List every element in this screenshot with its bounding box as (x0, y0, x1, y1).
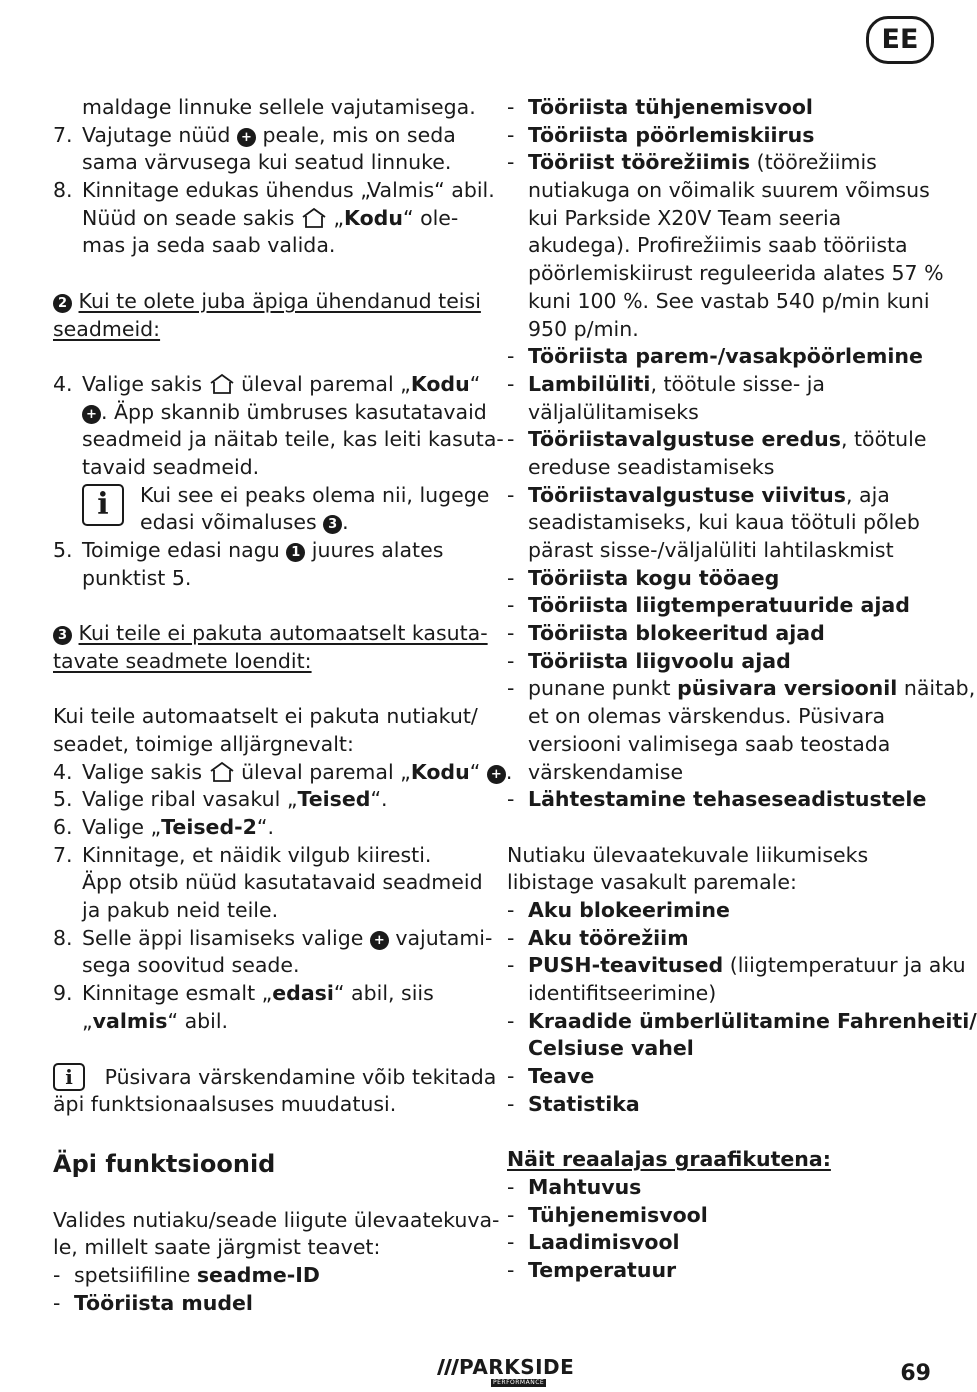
plus-icon: + (82, 405, 101, 424)
text-line (53, 731, 483, 759)
text-line (53, 703, 483, 731)
bullet: - (507, 427, 515, 452)
text: Vajutage nüüd (82, 122, 237, 147)
text: . (342, 510, 349, 535)
text-line (507, 232, 937, 260)
kodu-label: Kodu (410, 371, 470, 396)
info-icon: i (82, 484, 124, 526)
text: “. (256, 814, 275, 839)
list-item (53, 842, 483, 870)
list-item (53, 122, 483, 150)
bold-text: Teised-2 (161, 814, 257, 839)
section-heading-3 (53, 620, 488, 648)
bold-text: Tööriista pöörlemiskiirus (528, 122, 815, 147)
bullet: - (507, 565, 515, 590)
bold-text: Tühjenemisvool (528, 1202, 708, 1227)
item-number: 7. (53, 842, 73, 867)
text-line (507, 869, 937, 897)
text: edasi võimaluses (140, 510, 324, 535)
bold-text: Statistika (528, 1091, 640, 1116)
text: seadmeid: (53, 316, 161, 341)
list-item (53, 925, 493, 953)
bold-text: püsivara versioonil (677, 676, 898, 701)
text: Nutiaku ülevaatekuvale liikumiseks (507, 842, 869, 867)
text: sega soovitud seade. (82, 953, 300, 978)
plus-icon: + (487, 765, 506, 784)
bullet-item (507, 1008, 977, 1036)
text-line (53, 316, 483, 344)
bullet: - (53, 1262, 61, 1287)
bold-text: Tööriista mudel (74, 1290, 253, 1315)
list-item (53, 814, 483, 842)
bullet-item (507, 592, 937, 620)
text: „ (82, 1008, 93, 1033)
bullet: - (507, 1091, 515, 1116)
item-number: 5. (53, 538, 73, 562)
bold-text: Laadimisvool (528, 1230, 680, 1255)
bullet-item (507, 925, 937, 953)
text: Valige ribal vasakul „ (82, 787, 298, 812)
text-line (507, 205, 937, 233)
text-line (53, 1207, 500, 1235)
list-item (53, 759, 513, 787)
bullet-item (53, 1290, 483, 1318)
info-note (53, 1063, 497, 1091)
item-number: 8. (53, 178, 73, 203)
bullet: - (507, 482, 515, 507)
text: Nüüd on seade sakis (82, 205, 301, 230)
text-line (53, 648, 483, 676)
text-line (53, 399, 487, 427)
text: sama värvusega kui seatud linnuke. (82, 150, 452, 175)
brand-sub: PERFORMANCE (493, 1379, 545, 1386)
bullet: - (507, 1230, 515, 1255)
text: Valige „ (82, 814, 162, 839)
text-line (507, 980, 937, 1008)
text-line (53, 1091, 483, 1119)
text: seadmeid ja näitab teile, kas leiti kasuta- (82, 427, 504, 452)
plus-icon: + (370, 931, 389, 950)
bullet-item (507, 565, 937, 593)
logo-stripes-icon (433, 1357, 459, 1377)
text-line (507, 842, 937, 870)
text: le, millelt saate järgmist teavet: (53, 1235, 381, 1260)
text: Kui teile automaatselt ei pakuta nutiakut/ (53, 704, 478, 729)
bullet: - (507, 150, 515, 175)
bullet-item (507, 426, 937, 454)
text-line (53, 869, 483, 897)
text-line (507, 537, 937, 565)
text: väljalülitamiseks (528, 399, 699, 424)
section-title: Äpi funktsioonid (53, 1150, 276, 1179)
text: “ (469, 371, 481, 396)
number-3-icon: 3 (323, 515, 342, 534)
text-line (53, 1008, 483, 1036)
text: Kinnitage, et näidik vilgub kiiresti. (82, 842, 432, 867)
text: kuni 100 %. See vastab 540 p/min kuni (528, 288, 930, 313)
kodu-label: Kodu (344, 205, 403, 230)
text: seadistamiseks, kui kaua töötuli põleb (528, 510, 920, 535)
home-icon (301, 207, 327, 229)
text: (liigtemperatuur ja aku (723, 953, 966, 978)
bullet: - (507, 1202, 515, 1227)
text-line (507, 316, 937, 344)
text-line (53, 1234, 483, 1262)
bullet: - (507, 371, 515, 396)
bold-text: Tööriista liigvoolu ajad (528, 648, 791, 673)
text-line (53, 952, 483, 980)
text-line (53, 897, 483, 925)
text: punktist 5. (82, 565, 192, 590)
text: üleval paremal „ (234, 759, 411, 784)
text: üleval paremal „ (234, 371, 411, 396)
bold-text: Tööriista kogu tööaeg (528, 565, 780, 590)
bullet: - (507, 648, 515, 673)
bullet: - (507, 95, 515, 119)
text: versiooni valimisega saab teostada (528, 731, 891, 756)
bullet-item (507, 122, 937, 150)
bold-text: Tööriista parem-/vasakpöörlemine (528, 344, 923, 369)
home-icon (209, 373, 235, 395)
home-icon (209, 761, 235, 783)
page-number: 69 (900, 1361, 931, 1386)
bullet: - (53, 1290, 61, 1315)
text: identifitseerimine) (528, 981, 717, 1005)
bullet: - (507, 1174, 515, 1199)
bullet: - (507, 1064, 515, 1089)
text: . Äpp skannib ümbruses kasutatavaid (101, 399, 487, 424)
bullet-item (507, 1257, 937, 1285)
bullet: - (507, 897, 515, 922)
text: Äpp otsib nüüd kasutatavaid seadmeid (82, 870, 483, 895)
bold-text: Teave (528, 1064, 595, 1089)
item-number: 4. (53, 371, 73, 396)
bold-text: Tööriistavalgustuse eredus (528, 427, 841, 452)
bold-text: Lähtestamine tehaseseadistustele (528, 787, 927, 812)
bullet-item (507, 371, 937, 399)
text-line (53, 205, 483, 233)
text: punane punkt (528, 676, 678, 701)
item-number: 8. (53, 925, 73, 950)
bullet-item (507, 482, 937, 510)
list-item (53, 537, 483, 565)
text: Kui see ei peaks olema nii, lugege (140, 482, 490, 507)
bullet-item (507, 94, 937, 122)
text: Valige sakis (82, 371, 209, 396)
text: “ (469, 759, 487, 784)
bullet-item (53, 1262, 483, 1290)
text: spetsiifiline (74, 1262, 197, 1287)
text: nutiakuga on võimalik suurem võimsus (528, 178, 930, 203)
text-line (507, 509, 937, 537)
text: maldage linnuke sellele vajutamisega. (82, 95, 476, 119)
text-line (53, 149, 483, 177)
bullet: - (507, 1008, 515, 1033)
text: „ (326, 205, 345, 230)
text: juures alates (305, 538, 444, 562)
text: Toimige edasi nagu (82, 538, 287, 562)
bullet-item (507, 952, 966, 980)
bold-text: Mahtuvus (528, 1174, 642, 1199)
brand-name: PARKSIDE (459, 1355, 575, 1379)
info-icon: i (53, 1063, 85, 1091)
text: “ abil, siis (333, 981, 434, 1005)
number-3-icon: 3 (53, 626, 72, 645)
bullet-item (507, 1202, 937, 1230)
text: , aja (845, 482, 890, 507)
bold-text: Tööriista liigtemperatuuride ajad (528, 593, 910, 618)
bold-text: edasi (272, 981, 334, 1005)
bold-text: Aku töörežiim (528, 925, 689, 950)
list-item (53, 980, 483, 1008)
text-line (507, 288, 937, 316)
text: “. (370, 787, 388, 812)
number-2-icon: 2 (53, 294, 72, 313)
text: “ ole- (402, 205, 459, 230)
text: “ abil. (167, 1008, 229, 1033)
bullet-item (507, 1174, 937, 1202)
text-line (507, 454, 937, 482)
bullet-item (507, 897, 937, 925)
text: , töötule sisse- ja (650, 371, 825, 396)
list-item (53, 786, 483, 814)
text-line (507, 759, 937, 787)
text: Selle äppi lisamiseks valige (82, 925, 370, 950)
text-line (507, 260, 944, 288)
bullet: - (507, 787, 515, 812)
text-line (53, 94, 483, 122)
bold-text: Celsiuse vahel (528, 1036, 694, 1061)
text: kui Parkside X20V Team seeria (528, 205, 842, 230)
text: Püsivara värskendamine võib tekitada (104, 1065, 497, 1090)
text: , töötule (840, 427, 927, 452)
bold-text: Temperatuur (528, 1257, 677, 1282)
text: Kinnitage edukas ühendus „Valmis“ abil. (82, 178, 495, 203)
kodu-label: Kodu (410, 759, 470, 784)
bullet: - (507, 676, 515, 701)
bold-text: PUSH-teavitused (528, 953, 724, 978)
text: vajutami- (388, 925, 493, 950)
list-item (53, 177, 495, 205)
bold-text: valmis (92, 1008, 168, 1033)
text: Kui te olete juba äpiga ühendanud teisi (78, 288, 481, 313)
plus-icon: + (237, 128, 256, 147)
text: tavaid seadmeid. (82, 454, 260, 479)
bullet-item (507, 149, 937, 177)
text: näitab, (897, 676, 976, 701)
bullet-item (507, 675, 976, 703)
text: mas ja seda saab valida. (82, 233, 336, 258)
bullet-item (507, 1091, 937, 1119)
text: Kui teile ei pakuta automaatselt kasuta- (78, 621, 488, 646)
text: värskendamise (528, 759, 684, 784)
bold-text: seadme-ID (196, 1262, 320, 1287)
text: Kinnitage esmalt „ (82, 981, 273, 1005)
text: äpi funktsionaalsuses muudatusi. (53, 1091, 397, 1116)
item-number: 9. (53, 981, 73, 1005)
text: ereduse seadistamiseks (528, 454, 775, 479)
number-1-icon: 1 (286, 543, 305, 562)
bullet: - (507, 953, 515, 978)
text-line (507, 177, 937, 205)
item-number: 4. (53, 759, 73, 784)
item-number: 7. (53, 122, 73, 147)
text-line (53, 454, 483, 482)
text-line (53, 426, 504, 454)
bold-text: Tööriist töörežiimis (528, 150, 751, 175)
text: et on olemas värskendus. Püsivara (528, 704, 886, 729)
bold-text: Tööriista blokeeritud ajad (528, 621, 825, 646)
section-heading-2 (53, 288, 483, 316)
text: 950 p/min. (528, 316, 639, 341)
info-note (53, 482, 490, 537)
bullet-item (507, 786, 937, 814)
text-line (53, 232, 483, 260)
bold-text: Kraadide ümberlülitamine Fahrenheiti/ (528, 1008, 977, 1033)
text-line (507, 399, 937, 427)
subsection-heading (507, 1146, 937, 1174)
text: tavate seadmete loendit: (53, 648, 312, 673)
text: pöörlemiskiirust reguleerida alates 57 % (528, 261, 944, 286)
item-number: 5. (53, 787, 73, 812)
bullet-item (507, 1063, 937, 1091)
bold-text: Aku blokeerimine (528, 897, 730, 922)
bold-text: Teised (297, 787, 371, 812)
bullet-item (507, 648, 937, 676)
text: . (505, 759, 513, 784)
bullet: - (507, 621, 515, 646)
bold-text: Näit reaalajas graafikutena: (507, 1147, 831, 1172)
bullet: - (507, 925, 515, 950)
bullet-item (507, 1229, 937, 1257)
text-line (507, 1035, 937, 1063)
bullet: - (507, 344, 515, 369)
item-number: 6. (53, 814, 73, 839)
bullet-item (507, 343, 937, 371)
text: akudega). Profirežiimis saab tööriista (528, 233, 908, 258)
parkside-logo (433, 1355, 575, 1389)
text: pärast sisse-/väljalüliti lahtilaskmist (528, 538, 894, 562)
list-item (53, 371, 483, 399)
text: Valides nutiaku/seade liigute ülevaatekuva- (53, 1207, 500, 1232)
right-column (507, 94, 977, 1285)
country-badge: EE (866, 16, 934, 64)
bullet: - (507, 1257, 515, 1282)
text: peale, mis on seda (255, 122, 456, 147)
text: seadet, toimige alljärgnevalt: (53, 731, 354, 756)
text: ja pakub neid teile. (82, 897, 279, 922)
text-line (53, 565, 483, 593)
bullet: - (507, 122, 515, 147)
text-line (507, 731, 937, 759)
text: (töörežiimis (750, 150, 877, 175)
bullet: - (507, 593, 515, 618)
text-line (507, 703, 937, 731)
left-column (53, 94, 513, 1317)
text: libistage vasakult paremale: (507, 870, 797, 895)
bold-text: Tööriistavalgustuse viivitus (528, 482, 846, 507)
bold-text: Lambilüliti (528, 371, 651, 396)
bullet-item (507, 620, 937, 648)
bold-text: Tööriista tühjenemisvool (528, 95, 813, 119)
text: Valige sakis (82, 759, 209, 784)
